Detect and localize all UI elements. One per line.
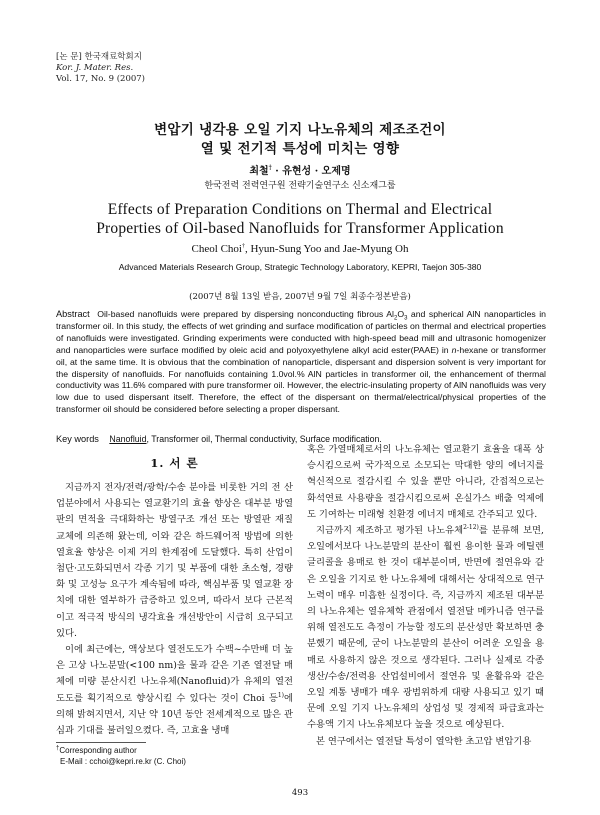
footnote-corresponding: Corresponding author — [59, 746, 137, 755]
footnote-rule — [56, 742, 146, 743]
footnote-line-1 — [56, 745, 186, 756]
keywords-label: Key words — [56, 434, 99, 444]
intro-paragraph-5: 본 연구에서는 열전달 특성이 열악한 초고압 변압기용 — [316, 735, 532, 747]
journal-category: [논 문] 한국재료학회지 — [56, 52, 142, 62]
korean-authors-rest: · 유현성 · 오제명 — [271, 166, 351, 177]
korean-authors — [0, 162, 600, 177]
footnote — [56, 745, 186, 767]
abstract-text-1: Oil-based nanofluids were prepared by dispersing nonconducting fibrous Al — [97, 309, 394, 319]
corresponding-mark-en: † — [241, 243, 245, 250]
english-authors — [0, 243, 600, 255]
korean-title-line-1: 변압기 냉각용 오일 기지 나노유체의 제조조건이 — [154, 122, 446, 138]
english-author-first: Cheol Choi — [191, 243, 242, 255]
page-number: 493 — [291, 788, 309, 798]
english-title-line-1: Effects of Preparation Conditions on Thermal and Electrical — [107, 201, 493, 218]
abstract-text-3: and spherical AlN nanoparticles in transformer oil. In this study, the effects of wet grinding and surface modification of particles on thermal and electrical properties of nanofluids were investigated. Grinding experiments were conducted with high-speed bead mill and ultrasonic homogenizer and nanoparticles were surface modified by oleic acid and polyoxyethylene alkyl acid ester(PAAE) in — [56, 309, 546, 355]
abstract — [56, 309, 546, 416]
citation-2-12: 2-12) — [463, 523, 479, 531]
journal-name: Kor. J. Mater. Res. — [56, 63, 134, 73]
keyword-nanofluid-link[interactable]: Nanofluid — [109, 434, 147, 444]
english-authors-rest: , Hyun-Sung Yoo and Jae-Myung Oh — [244, 243, 409, 255]
intro-paragraph-4a: 지금까지 제조하고 평가된 나노유체 — [316, 525, 464, 537]
korean-author-first: 최철 — [249, 166, 269, 177]
received-dates: (2007년 8월 13일 받음, 2007년 9월 7일 최종수정본받음) — [189, 292, 411, 302]
footnote-email: E-Mail : cchoi@kepri.re.kr (C. Choi) — [60, 757, 186, 766]
english-title-line-2: Properties of Oil-based Nanofluids for Transformer Application — [96, 220, 504, 237]
journal-volume: Vol. 17, No. 9 (2007) — [56, 74, 146, 84]
abstract-italic-n: n — [451, 344, 457, 355]
journal-header — [56, 52, 145, 85]
abstract-label: Abstract — [56, 309, 90, 319]
korean-affiliation: 한국전력 전력연구원 전략기술연구소 신소재그룹 — [204, 181, 396, 191]
korean-title-line-2: 열 및 전기적 특성에 미치는 영향 — [200, 141, 400, 157]
intro-paragraph-4b: 를 분류해 보면, 오일에서보다 나노분말의 분산이 훨씬 용이한 물과 에틸렌글리콜을 용매로 한 것이 대부분이며, 반면에 절연유와 같은 오일을 기지로 한 나노유체에 대해서는 상대적으로 연구노력이 매우 미흡한 실정이다. 즉, 지금까지 제조된 대부분의 나노유체는 열유체학 관점에서 열전달 메카니즘 연구를 위해 열전도도 측정이 가능할 정도의 분산성만 확보하면 충분했기 때문에, 굳이 나노분말의 분산이 어려운 오일을 용매로 사용하지 않은 것으로 생각된다. 그러나 실제로 각종 생산/수송/전력용 산업설비에서 절연유 및 윤활유와 같은 오일 계통 냉매가 매우 광범위하게 대량 사용되고 있기 때문에 오일 기지 나노유체의 상업성 및 경제적 파급효과는 수용액 기지 나노유체보다 높을 것으로 예상된다. — [307, 525, 544, 731]
corresponding-mark-ko: † — [268, 164, 272, 172]
intro-paragraph-2b: 에 의해 밝혀지면서, 지난 약 10년 동안 전세계적으로 많은 관심과 기대를 불러일으켰다. 즉, 고효율 냉매 — [56, 692, 293, 737]
body-column-left — [56, 480, 293, 739]
body-column-right — [307, 442, 544, 750]
abstract-sub-2: 2 — [393, 315, 398, 322]
english-affiliation: Advanced Materials Research Group, Strategic Technology Laboratory, KEPRI, Taejon 305-380 — [118, 262, 482, 272]
citation-1: 1) — [277, 691, 285, 699]
abstract-text-4: -hexane or transformer oil, at the same time. It is obvious that the combination of nanoparticle, dispersant and dispersion solvent is very important for the dispersity of nanofluids. For nanofluids containing 1.0vol.% AlN particles in transformer oil, the enhancement of thermal conductivity was 11.6% compared with pure transformer oil. However, the electric-insulating property of AlN nanofluids was very low due to used dispersant itself. Therefore, the effect of the dispersant on thermal/electrical/physical properties of the transformer oil should be considered before selecting a proper dispersant. — [56, 344, 546, 415]
intro-paragraph-1: 지금까지 전자/전력/광학/수송 분야를 비롯한 거의 전 산업분야에서 사용되는 열교환기의 효율 향상은 대부분 방열판의 면적을 극대화하는 방열구조 개선 또는 방열판 재질 교체에 의존해 왔는데, 이와 같은 하드웨어적 방법에 의한 열효율 향상은 이제 거의 한계점에 도달했다. 특히 산업이 첨단·고도화되면서 각종 기기 및 부품에 대한 초소형, 경량화 및 고성능 요구가 계속됨에 따라, 핵심부품 및 열교환 장치에 대한 열부하가 급증하고 있으며, 따라서 보다 근본적이고 적극적 방식의 냉각효율 개선방안이 시급히 요구되고 있다. — [56, 482, 293, 639]
intro-paragraph-4 — [307, 523, 544, 734]
abstract-sub-3: 3 — [404, 315, 408, 322]
intro-paragraph-2a: 이에 최근에는, 액상보다 열전도도가 수백~수만배 더 높은 고상 나노분말(<100 nm)을 물과 같은 기존 열전달 매체에 미량 분산시킨 나노유체(Nanofluid)가 유체의 열전도도를 획기적으로 향상시킬 수 있다는 것이 Choi 등 — [56, 644, 293, 704]
keywords-rest: , Transformer oil, Thermal conductivity, Surface modification. — [146, 434, 382, 444]
section-1-heading: 1. 서 론 — [150, 456, 199, 470]
intro-paragraph-2 — [56, 642, 293, 739]
abstract-text-2: O — [397, 309, 405, 319]
footnote-mark: † — [56, 745, 60, 752]
intro-paragraph-3: 혹은 가열매체로서의 나노유체는 열교환기 효율을 대폭 상승시킴으로써 국가적으로 소모되는 막대한 양의 에너지를 혁신적으로 절감시킬 수 있을 뿐만 아니라, 간접적으로는 화석연료 사용량을 절감시킴으로써 온실가스 배출 억제에도 기여하는 미래형 친환경 에너지 매체로 간주되고 있다. — [307, 444, 544, 520]
